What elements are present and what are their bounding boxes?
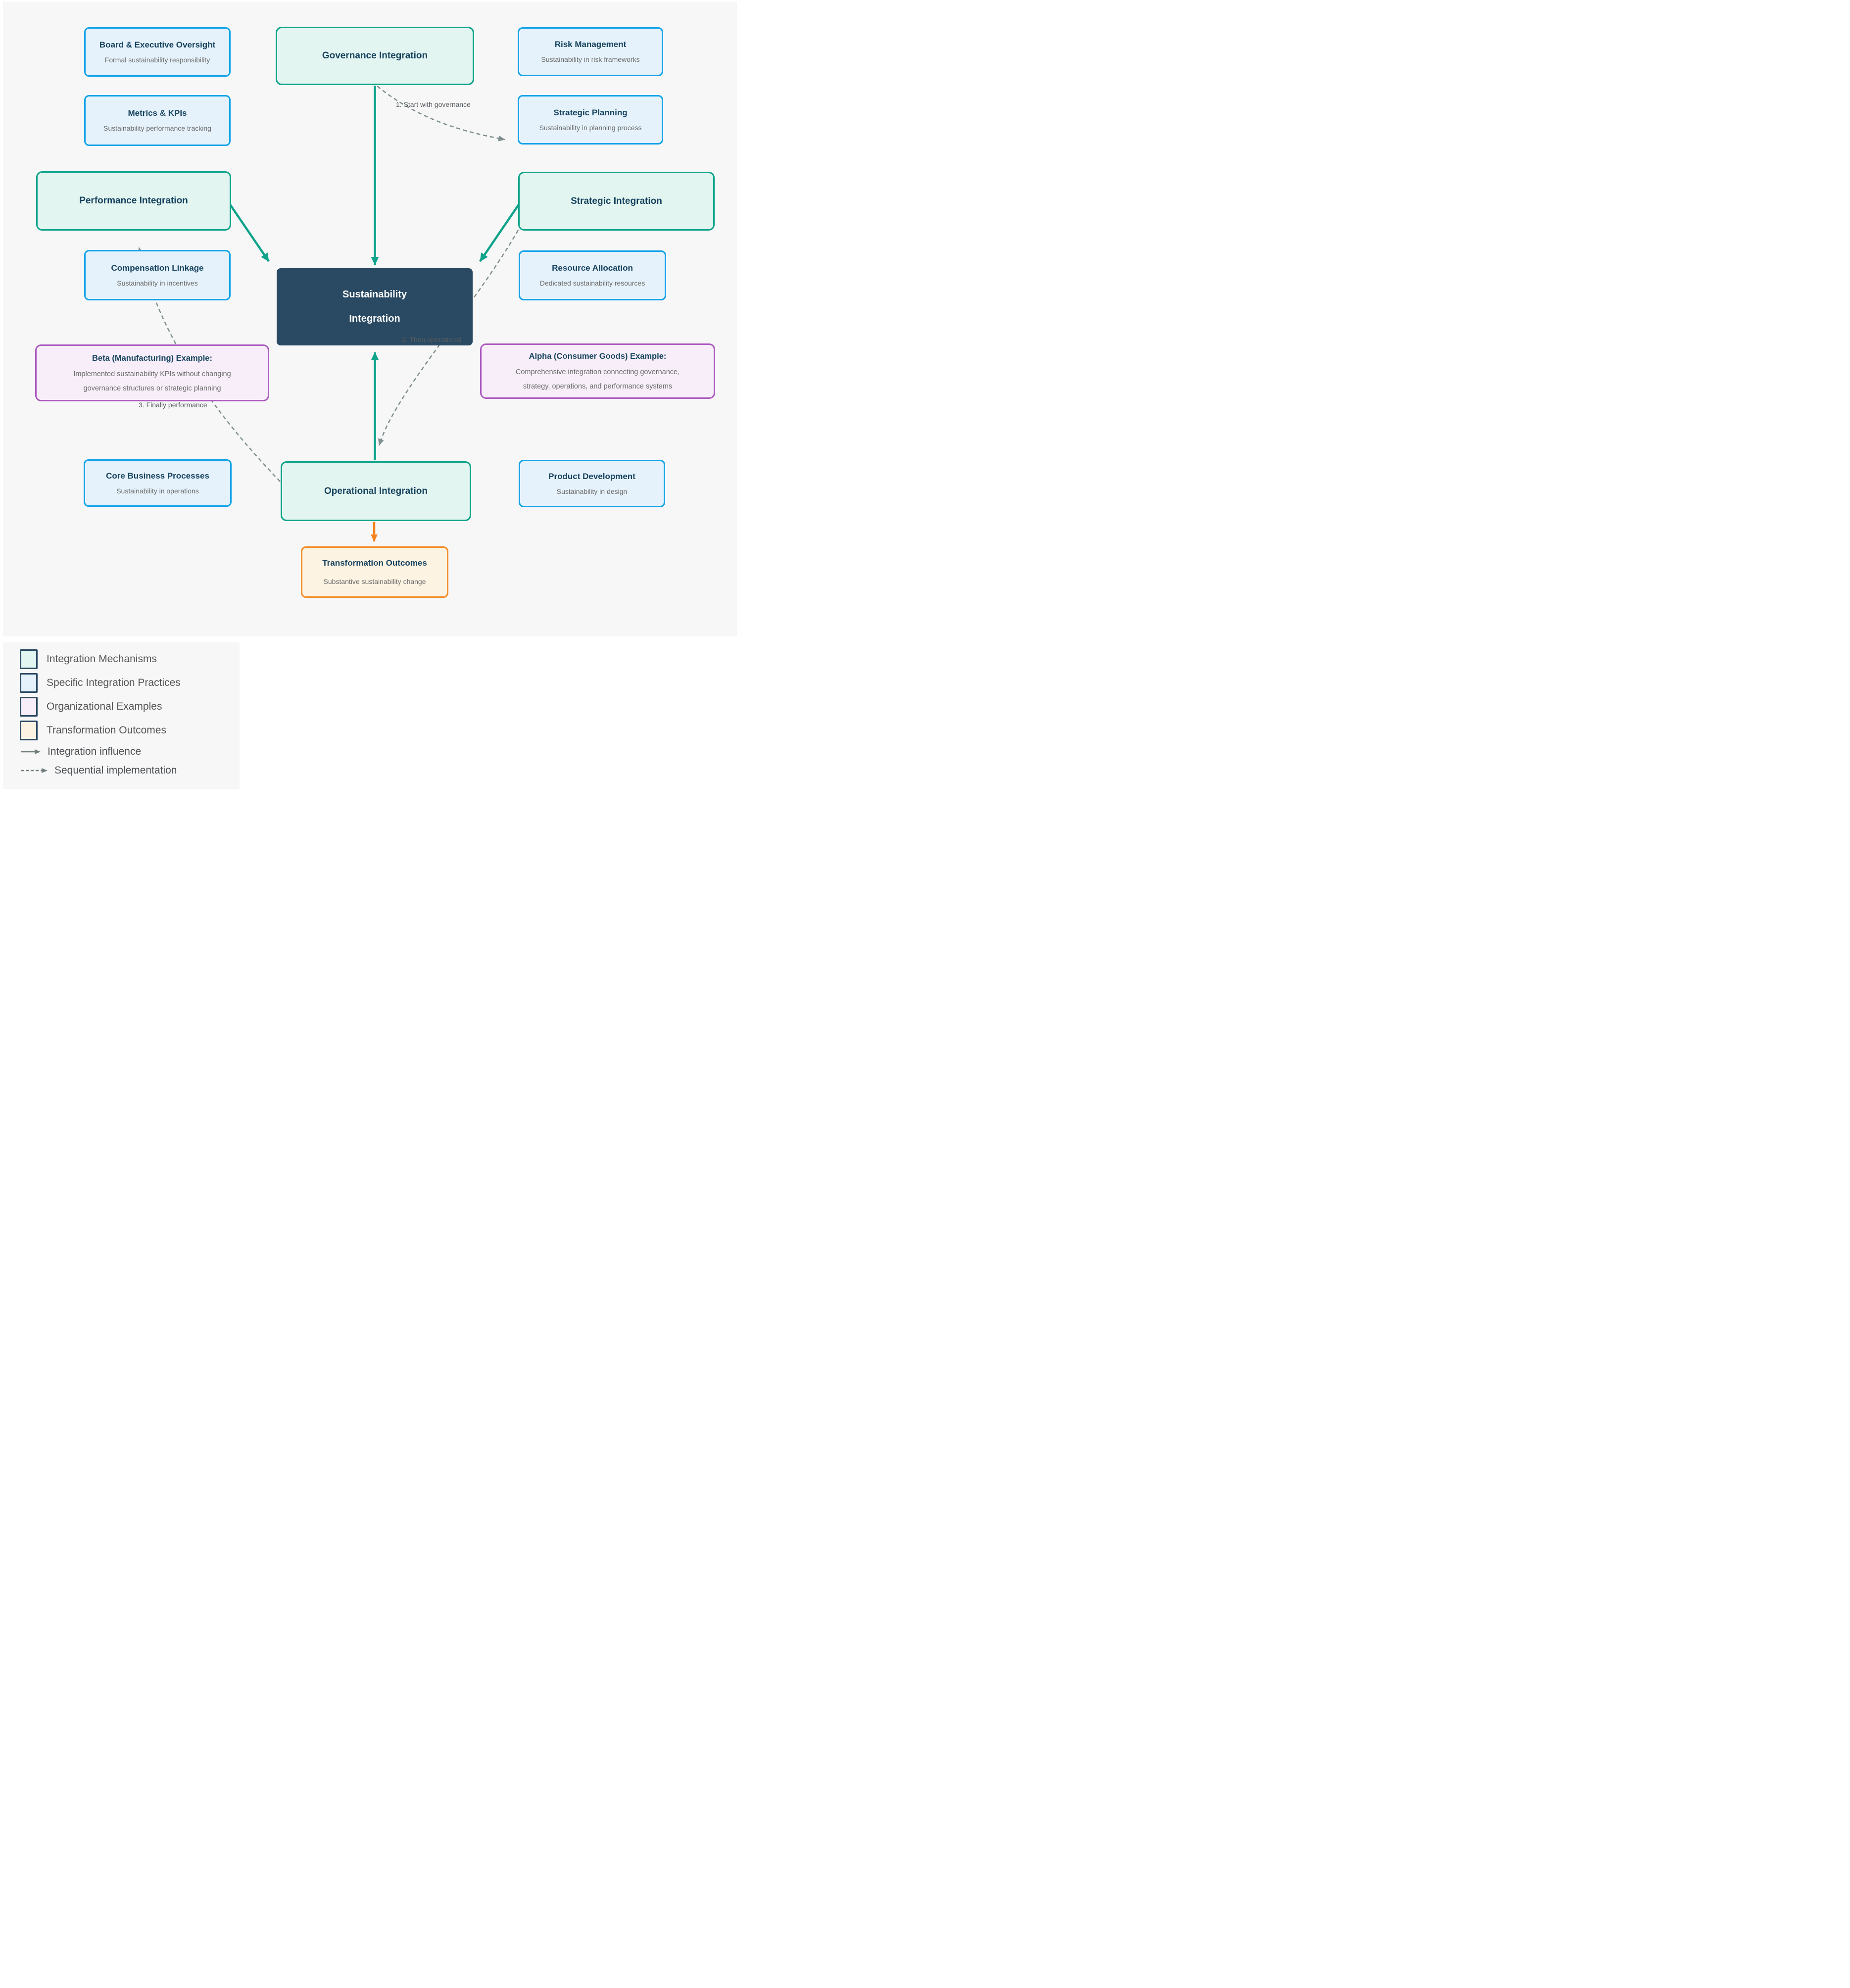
- node-title: Resource Allocation: [552, 263, 633, 273]
- node-governance-integration: [276, 27, 474, 85]
- legend-label: Integration influence: [48, 746, 142, 757]
- node-subtitle: Sustainability in planning process: [539, 123, 642, 132]
- legend-label: Organizational Examples: [47, 701, 162, 712]
- node-board-executive-oversight: [84, 27, 231, 77]
- node-subtitle: Sustainability in incentives: [117, 279, 198, 287]
- node-core-business-processes: [84, 459, 232, 507]
- node-subtitle: Sustainability in risk frameworks: [541, 55, 640, 64]
- mechanisms-swatch-icon: [20, 649, 38, 669]
- node-metrics-kpis: [84, 95, 231, 146]
- node-title: Core Business Processes: [106, 471, 209, 481]
- node-subtitle: Dedicated sustainability resources: [539, 279, 645, 288]
- practices-swatch-icon: [20, 673, 38, 693]
- edge-label-step1: 1. Start with governance: [396, 100, 471, 108]
- node-title: Beta (Manufacturing) Example:: [92, 353, 212, 363]
- node-title: Risk Management: [554, 40, 627, 49]
- node-desc-line1: Comprehensive integration connecting governance,: [515, 368, 680, 377]
- node-title: Alpha (Consumer Goods) Example:: [529, 352, 667, 361]
- node-subtitle: Substantive sustainability change: [323, 578, 426, 586]
- node-title: Product Development: [548, 471, 635, 481]
- sustainability-integration-diagram: [0, 0, 740, 795]
- node-title: Compensation Linkage: [111, 263, 204, 273]
- node-performance-integration: [36, 171, 231, 231]
- legend-item-integration-mechanisms: [20, 647, 240, 671]
- solid-arrow-icon: [20, 748, 42, 756]
- node-title: Metrics & KPIs: [128, 108, 187, 118]
- edge-label-step3: 3. Finally performance: [139, 401, 207, 409]
- node-beta-manufacturing-example: [35, 344, 269, 401]
- dashed-arrow-icon: [20, 767, 49, 775]
- node-subtitle: Sustainability performance tracking: [103, 124, 211, 133]
- legend: [3, 642, 240, 789]
- legend-label: Specific Integration Practices: [47, 677, 181, 688]
- legend-item-sequential-implementation: [20, 761, 240, 780]
- node-sustainability-integration: [277, 268, 473, 345]
- legend-item-transformation-outcomes: [20, 719, 240, 742]
- node-strategic-planning: [518, 95, 663, 145]
- legend-label: Transformation Outcomes: [47, 725, 166, 736]
- node-title-line2: Integration: [349, 313, 400, 324]
- node-subtitle: Sustainability in design: [556, 487, 628, 495]
- node-strategic-integration: [518, 172, 715, 231]
- node-resource-allocation: [519, 250, 666, 300]
- node-title: Strategic Planning: [553, 107, 628, 117]
- legend-item-integration-influence: [20, 742, 240, 761]
- node-title: Board & Executive Oversight: [99, 40, 216, 49]
- legend-label: Integration Mechanisms: [47, 653, 157, 665]
- edge-label-step2: 2. Then operational: [402, 336, 462, 343]
- node-title-line1: Sustainability: [342, 289, 407, 300]
- examples-swatch-icon: [20, 697, 38, 717]
- node-title: Strategic Integration: [571, 195, 662, 206]
- node-desc-line2: governance structures or strategic planning: [83, 384, 221, 392]
- node-product-development: [519, 460, 665, 507]
- node-transformation-outcomes: [301, 546, 448, 598]
- legend-item-specific-practices: [20, 671, 240, 695]
- node-subtitle: Formal sustainability responsibility: [104, 55, 210, 64]
- node-desc-line1: Implemented sustainability KPIs without changing: [73, 370, 231, 378]
- node-alpha-consumer-goods-example: [480, 343, 715, 399]
- node-subtitle: Sustainability in operations: [116, 486, 199, 495]
- node-title: Performance Integration: [79, 195, 188, 206]
- legend-item-organizational-examples: [20, 695, 240, 719]
- node-risk-management: [518, 27, 663, 76]
- node-title: Transformation Outcomes: [322, 558, 427, 568]
- node-desc-line2: strategy, operations, and performance systems: [523, 383, 673, 391]
- outcomes-swatch-icon: [20, 721, 38, 740]
- legend-label: Sequential implementation: [54, 765, 177, 776]
- node-title: Governance Integration: [322, 50, 428, 61]
- node-compensation-linkage: [84, 250, 231, 300]
- node-title: Operational Integration: [324, 485, 428, 496]
- node-operational-integration: [281, 461, 471, 521]
